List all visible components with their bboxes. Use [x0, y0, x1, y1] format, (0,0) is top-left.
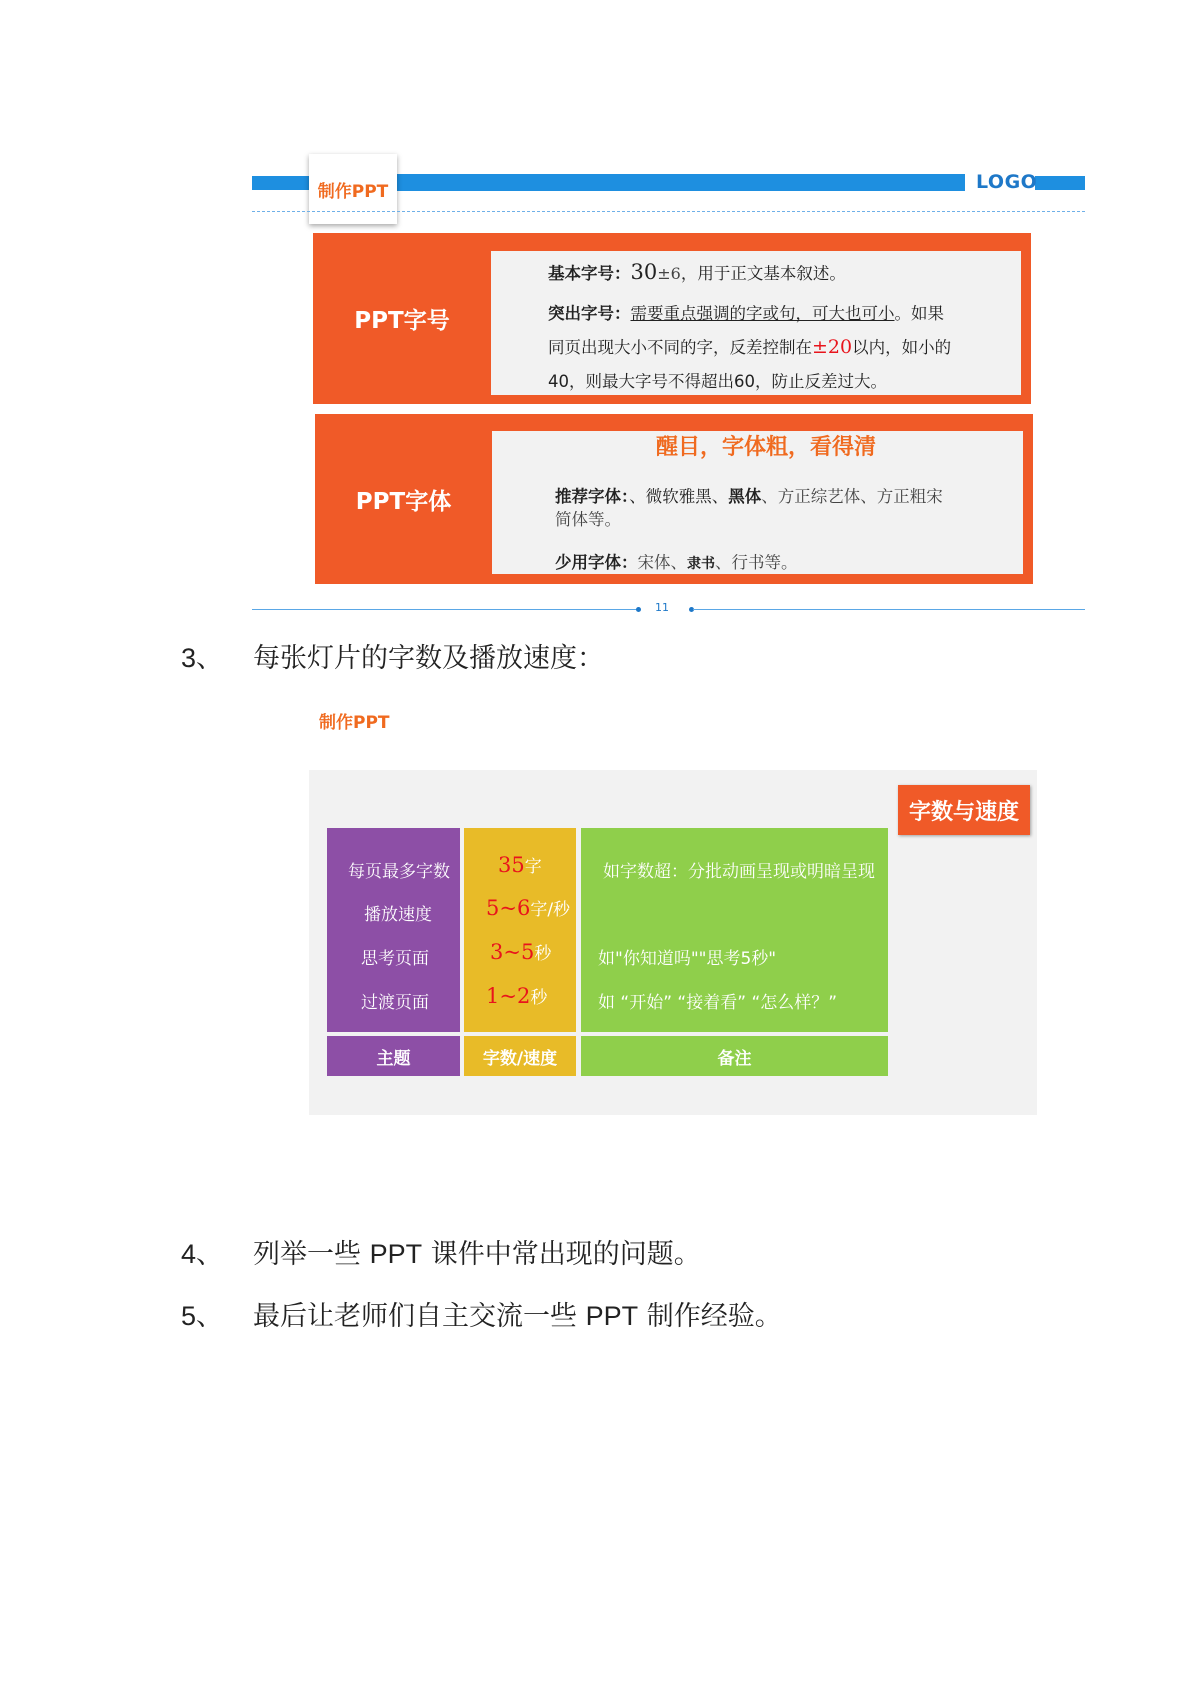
footer-note: 备注 — [581, 1036, 888, 1076]
row3-topic: 思考页面 — [361, 949, 429, 969]
footer-line-right — [693, 609, 1085, 610]
basic-size-tolerance: ±6 — [657, 264, 681, 283]
item-5-number: 5、 — [181, 1301, 224, 1331]
slide-tab-title: 制作PPT — [309, 154, 397, 224]
contrast-value: ±20 — [812, 336, 853, 358]
footer-topic: 主题 — [327, 1036, 460, 1076]
recommended-fonts-line-2: 简体等。 — [555, 510, 621, 529]
rare-b: 隶书 — [687, 556, 715, 572]
recommended-c: 、方正综艺体、方正粗宋 — [761, 487, 943, 506]
footer-line-left — [252, 609, 640, 610]
basic-size-number: 30 — [630, 260, 658, 284]
item-3 — [181, 636, 604, 675]
page-number: 11 — [655, 601, 669, 614]
rare-c: 、行书等。 — [715, 553, 798, 572]
row3-note: 如"你知道吗""思考5秒" — [598, 949, 777, 969]
row1-speed-number: 35 — [498, 853, 525, 877]
item-5 — [181, 1294, 782, 1333]
row4-speed-number: 1~2 — [486, 984, 531, 1008]
header-bar-middle — [397, 174, 965, 191]
item-3-text: 每张灯片的字数及播放速度： — [253, 643, 604, 674]
basic-size-desc: ，用于正文基本叙述。 — [680, 264, 846, 283]
item-4-number: 4、 — [181, 1239, 224, 1269]
highlight-size-underlined: 需要重点强调的字或句，可大也可小 — [630, 304, 895, 323]
row1-speed — [498, 852, 542, 877]
font-slogan: 醒目，字体粗，看得清 — [656, 435, 877, 460]
item-4-text-b: 课件中常出现的问题。 — [422, 1239, 701, 1270]
recommended-key: 推荐字体： — [555, 487, 630, 506]
row1-speed-unit: 字 — [524, 857, 542, 877]
item-5-text-a: 最后让老师们自主交流一些 — [253, 1301, 586, 1332]
logo: LOGO — [976, 171, 1038, 193]
highlight-size-rest: 。如果 — [894, 304, 944, 323]
row1-note: 如字数超：分批动画呈现或明暗呈现 — [603, 862, 875, 882]
row4-speed-unit: 秒 — [530, 988, 548, 1008]
row3-speed — [490, 939, 551, 964]
item-4-text-a: 列举一些 — [253, 1239, 370, 1270]
row3-speed-number: 3~5 — [490, 940, 535, 964]
item-5-text-b: 制作经验。 — [638, 1301, 782, 1332]
row1-topic: 每页最多字数 — [348, 862, 450, 882]
item-4-ppt: PPT — [369, 1239, 423, 1269]
font-family-label: PPT字体 — [355, 488, 452, 515]
max-size-line: 40，则最大字号不得超出60，防止反差过大。 — [548, 372, 887, 391]
basic-size-line — [548, 260, 846, 284]
row2-speed-number: 5~6 — [486, 896, 531, 920]
header-bar-right — [1035, 176, 1085, 190]
item-4 — [181, 1232, 701, 1271]
row4-note: 如 “开始” “接着看” “怎么样？” — [598, 993, 838, 1013]
rare-fonts-line — [555, 549, 798, 573]
contrast-text-b: 以内，如小的 — [852, 338, 952, 357]
contrast-text-a: 同页出现大小不同的字，反差控制在 — [548, 338, 812, 357]
footer-speed: 字数/速度 — [464, 1036, 576, 1076]
header-dotted-divider — [252, 211, 1085, 212]
slide2-badge: 字数与速度 — [898, 785, 1030, 835]
item-3-number: 3、 — [181, 643, 224, 673]
footer-dot-left — [636, 607, 641, 612]
row2-speed-unit: 字/秒 — [530, 900, 571, 920]
font-size-label: PPT字号 — [354, 308, 450, 334]
rare-a: 宋体、 — [637, 553, 687, 572]
header-bar-left — [252, 176, 312, 190]
rare-key: 少用字体： — [555, 553, 638, 572]
recommended-b: 黑体 — [728, 487, 762, 506]
row2-speed — [486, 895, 570, 920]
row4-speed — [486, 983, 547, 1008]
item-5-ppt: PPT — [585, 1301, 639, 1331]
row4-topic: 过渡页面 — [361, 993, 429, 1013]
row3-speed-unit: 秒 — [534, 944, 552, 964]
contrast-line — [548, 334, 951, 358]
highlight-size-line — [548, 300, 944, 324]
slide2-title: 制作PPT — [319, 713, 390, 733]
recommended-fonts-line — [555, 483, 943, 507]
recommended-a: 、微软雅黑、 — [629, 487, 729, 506]
basic-size-key: 基本字号： — [548, 264, 631, 283]
highlight-size-key: 突出字号： — [548, 304, 631, 323]
row2-topic: 播放速度 — [364, 905, 432, 925]
